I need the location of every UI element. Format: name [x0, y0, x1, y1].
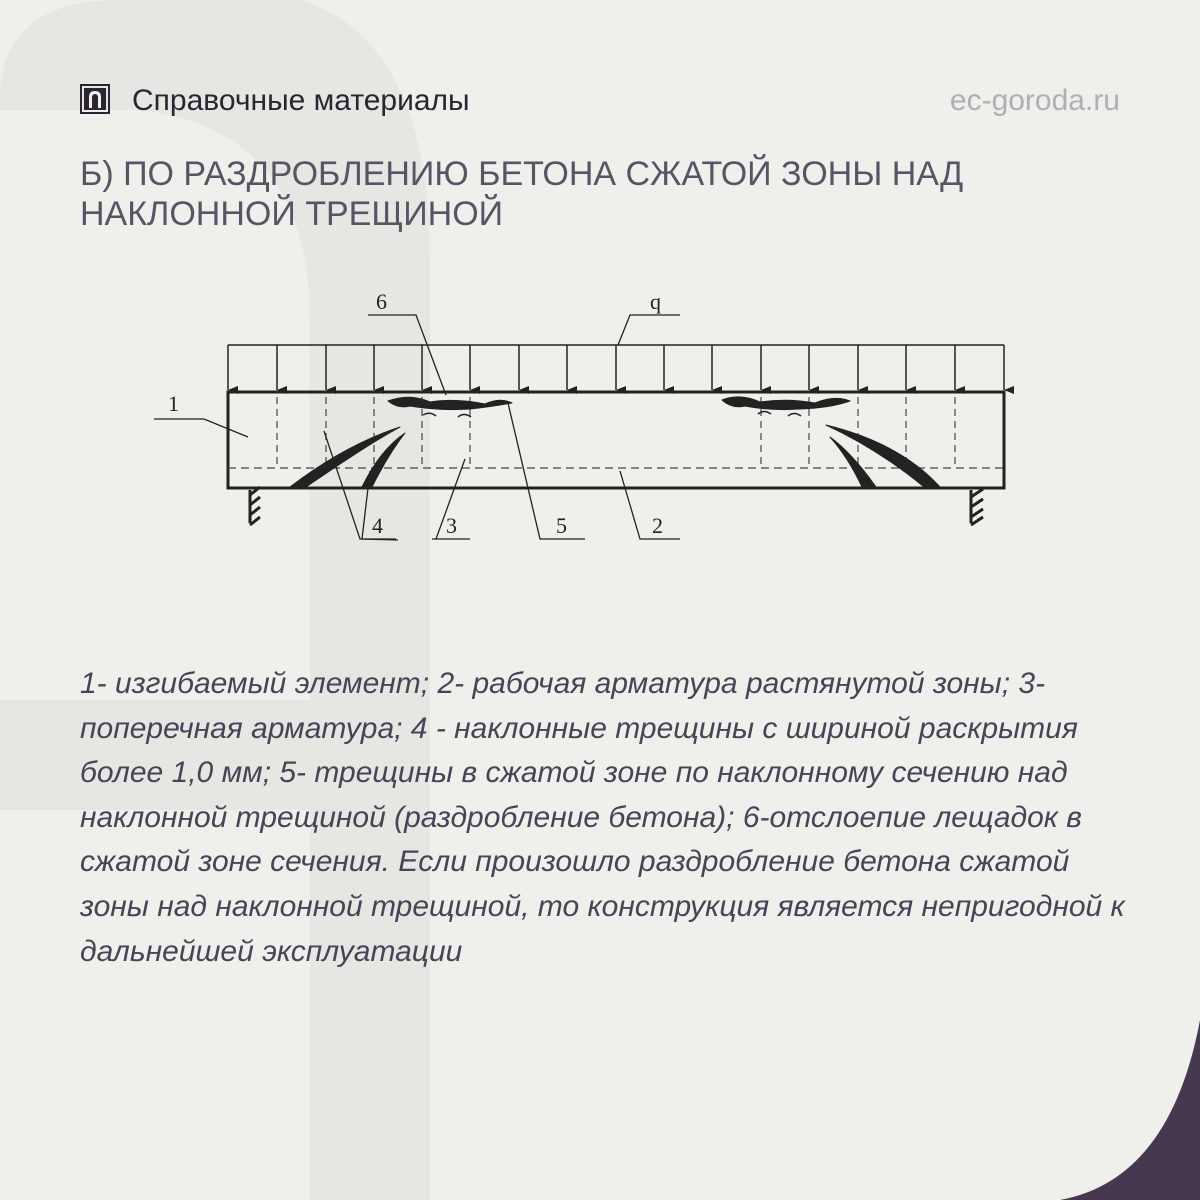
label-4: 4	[372, 513, 383, 538]
archway-logo-icon	[80, 84, 110, 114]
label-3: 3	[446, 513, 457, 538]
inclined-cracks-left	[290, 397, 512, 487]
label-6: 6	[376, 289, 387, 314]
leader-lines	[154, 315, 680, 540]
right-support	[971, 489, 983, 525]
inclined-cracks-right	[722, 397, 940, 487]
header	[80, 82, 1120, 122]
left-support	[250, 487, 260, 525]
label-q: q	[650, 289, 661, 314]
load-arrows	[228, 345, 1004, 390]
beam-diagram	[140, 285, 1020, 555]
beam	[228, 392, 1004, 488]
site-url[interactable]: ec-goroda.ru	[949, 84, 1120, 117]
label-1: 1	[168, 391, 179, 416]
label-2: 2	[652, 513, 663, 538]
header-title: Справочные материалы	[132, 84, 470, 117]
page-title: Б) ПО РАЗДРОБЛЕНИЮ БЕТОНА СЖАТОЙ ЗОНЫ НАД НАКЛОННОЙ ТРЕЩИНОЙ	[80, 155, 964, 233]
label-5: 5	[556, 513, 567, 538]
caption: 1- изгибаемый элемент; 2- рабочая арматура растянутой зоны; 3- поперечная арматура; 4 - наклонные трещины с шириной раскрытия более 1,0 мм; 5- трещины в сжатой зоне по наклонному сечению над наклонной трещиной (раздробление бетона); 6-отслоепие лещадок в сжатой зоне сечения. Если произошло раздробление бетона сжатой зоны над наклонной трещиной, то конструкция является непригодной к дальнейшей эксплуатации	[80, 667, 1125, 968]
